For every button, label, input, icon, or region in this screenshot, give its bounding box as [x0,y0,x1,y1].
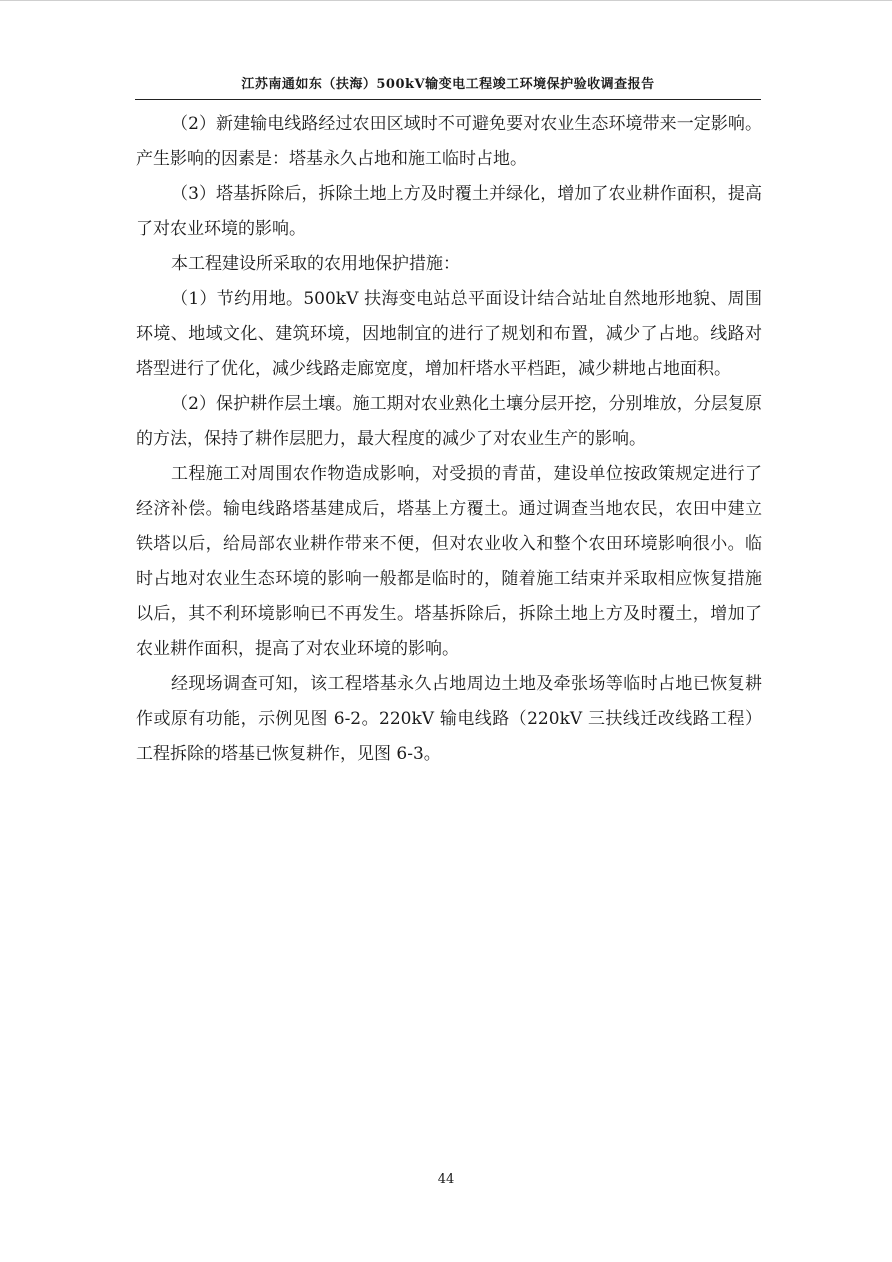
paragraph-protect-topsoil: （2）保护耕作层土壤。施工期对农业熟化土壤分层开挖，分别堆放，分层复原的方法，保持了耕作层肥力，最大程度的减少了对农业生产的影响。 [136,394,762,449]
paragraph-protection-measures-intro: 本工程建设所采取的农用地保护措施： [171,254,460,274]
header-rule [135,99,761,100]
paragraph-site-survey: 经现场调查可知，该工程塔基永久占地周边土地及牵张场等临时占地已恢复耕作或原有功能，示例见图 6-2。220kV 输电线路（220kV 三扶线迁改线路工程）工程拆除的塔基已恢复耕作，见图 6-3。 [136,674,762,764]
running-header-title: 江苏南通如东（扶海）500kV输变电工程竣工环境保护验收调查报告 [241,77,655,92]
paragraph-tower-removal: （3）塔基拆除后，拆除土地上方及时覆土并绿化，增加了农业耕作面积，提高了对农业环境的影响。 [136,184,762,239]
paragraph-crop-compensation: 工程施工对周围农作物造成影响，对受损的青苗，建设单位按政策规定进行了经济补偿。输电线路塔基建成后，塔基上方覆土。通过调查当地农民，农田中建立铁塔以后，给局部农业耕作带来不便，但对农业收入和整个农田环境影响很小。临时占地对农业生态环境的影响一般都是临时的，随着施工结束并采取相应恢复措施以后，其不利环境影响已不再发生。塔基拆除后，拆除土地上方及时覆土，增加了农业耕作面积，提高了对农业环境的影响。 [136,464,762,659]
page-top-edge [0,0,892,1]
body-text [136,107,762,772]
paragraph-impact-new-lines: （2）新建输电线路经过农田区域时不可避免要对农业生态环境带来一定影响。产生影响的因素是：塔基永久占地和施工临时占地。 [136,114,762,169]
paragraph-save-land: （1）节约用地。500kV 扶海变电站总平面设计结合站址自然地形地貌、周围环境、地域文化、建筑环境，因地制宜的进行了规划和布置，减少了占地。线路对塔型进行了优化，减少线路走廊宽度，增加杆塔水平档距，减少耕地占地面积。 [136,289,762,379]
page-number: 44 [437,1172,455,1187]
